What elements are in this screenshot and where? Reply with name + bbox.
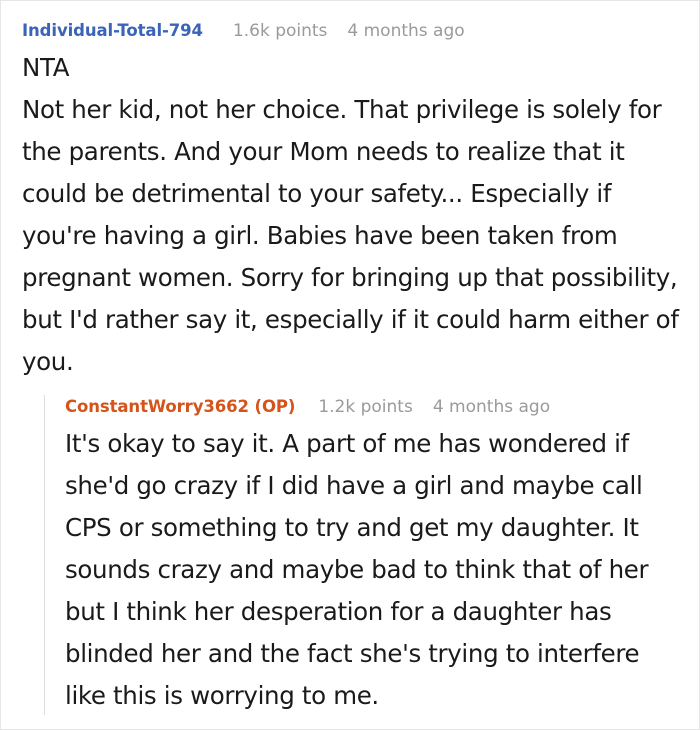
comment-points: 1.6k points [232,21,328,41]
comment-body-verdict: NTA [22,53,70,82]
reply-comment [44,395,679,715]
reply-body-text: It's okay to say it. A part of me has wondered if she'd go crazy if I did have a girl and maybe call CPS or something to try and get my daughter. It sounds crazy and maybe bad to think that of her but I think her desperation for a daughter has blinded her and the fact she's trying to interfere like this is worrying to me. [65,429,649,710]
reply-timestamp: 4 months ago [432,397,551,417]
comment [1,1,699,715]
comment-timestamp: 4 months ago [347,21,465,41]
comment-author-link[interactable]: Individual-Total-794 [22,21,203,40]
reply-meta [65,395,669,419]
comment-body-text: Not her kid, not her choice. That privilege is solely for the parents. And your Mom needs to realize that it could be detrimental to your safety... Especially if you're having a girl. Babies have been taken from pregnant women. Sorry for bringing up that possibility, but I'd rather say it, especially if it could harm either of you. [22,95,679,376]
reply-body [65,423,669,717]
reply-author-link[interactable]: ConstantWorry3662 (OP) [65,397,296,416]
reply-points: 1.2k points [318,397,413,417]
comment-body [22,47,679,383]
comment-meta [22,19,679,43]
